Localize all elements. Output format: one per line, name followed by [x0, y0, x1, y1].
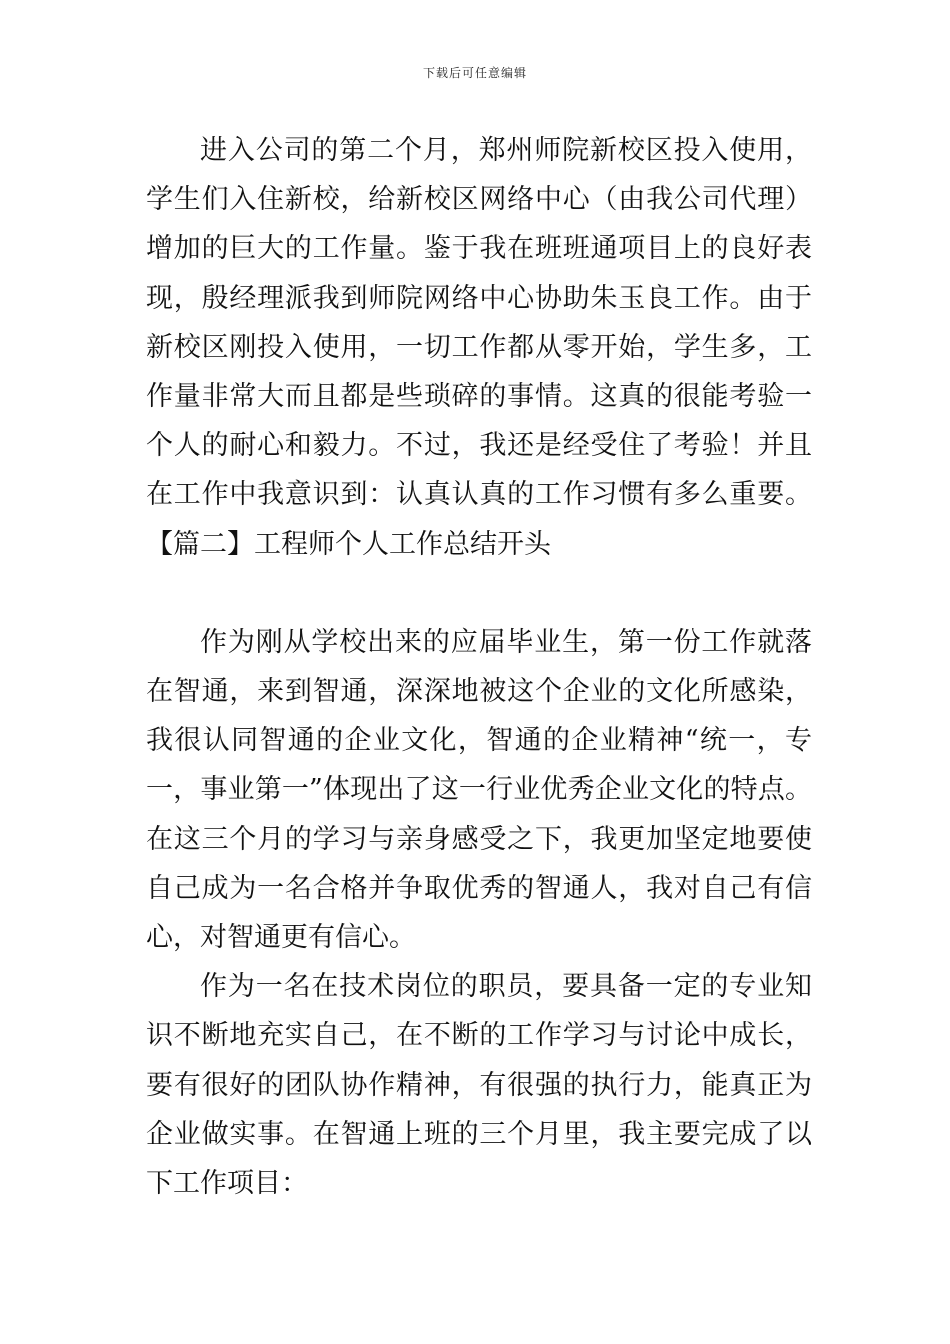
paragraph-2: 作为刚从学校出来的应届毕业生，第一份工作就落在智通，来到智通，深深地被这个企业的文化所感染，我很认同智通的企业文化，智通的企业精神“统一，专一，事业第一”体现出了这一行业优秀企业文化的特点。在这三个月的学习与亲身感受之下，我更加坚定地要使自己成为一名合格并争取优秀的智通人，我对自己有信心，对智通更有信心。: [146, 626, 812, 954]
paragraph-1: 进入公司的第二个月，郑州师院新校区投入使用，学生们入住新校，给新校区网络中心（由我公司代理）增加的巨大的工作量。鉴于我在班班通项目上的良好表现，殷经理派我到师院网络中心协助朱玉良工作。由于新校区刚投入使用，一切工作都从零开始，学生多，工作量非常大而且都是些琐碎的事情。这真的很能考验一个人的耐心和毅力。不过，我还是经受住了考验！并且在工作中我意识到：认真认真的工作习惯有多么重要。【篇二】工程师个人工作总结开头: [146, 135, 812, 560]
document-body: [146, 126, 812, 1208]
paragraph-3: 作为一名在技术岗位的职员，要具备一定的专业知识不断地充实自己，在不断的工作学习与讨论中成长，要有很好的团队协作精神，有很强的执行力，能真正为企业做实事。在智通上班的三个月里，我主要完成了以下工作项目：: [146, 971, 812, 1200]
header-note: 下载后可任意编辑: [422, 66, 527, 80]
